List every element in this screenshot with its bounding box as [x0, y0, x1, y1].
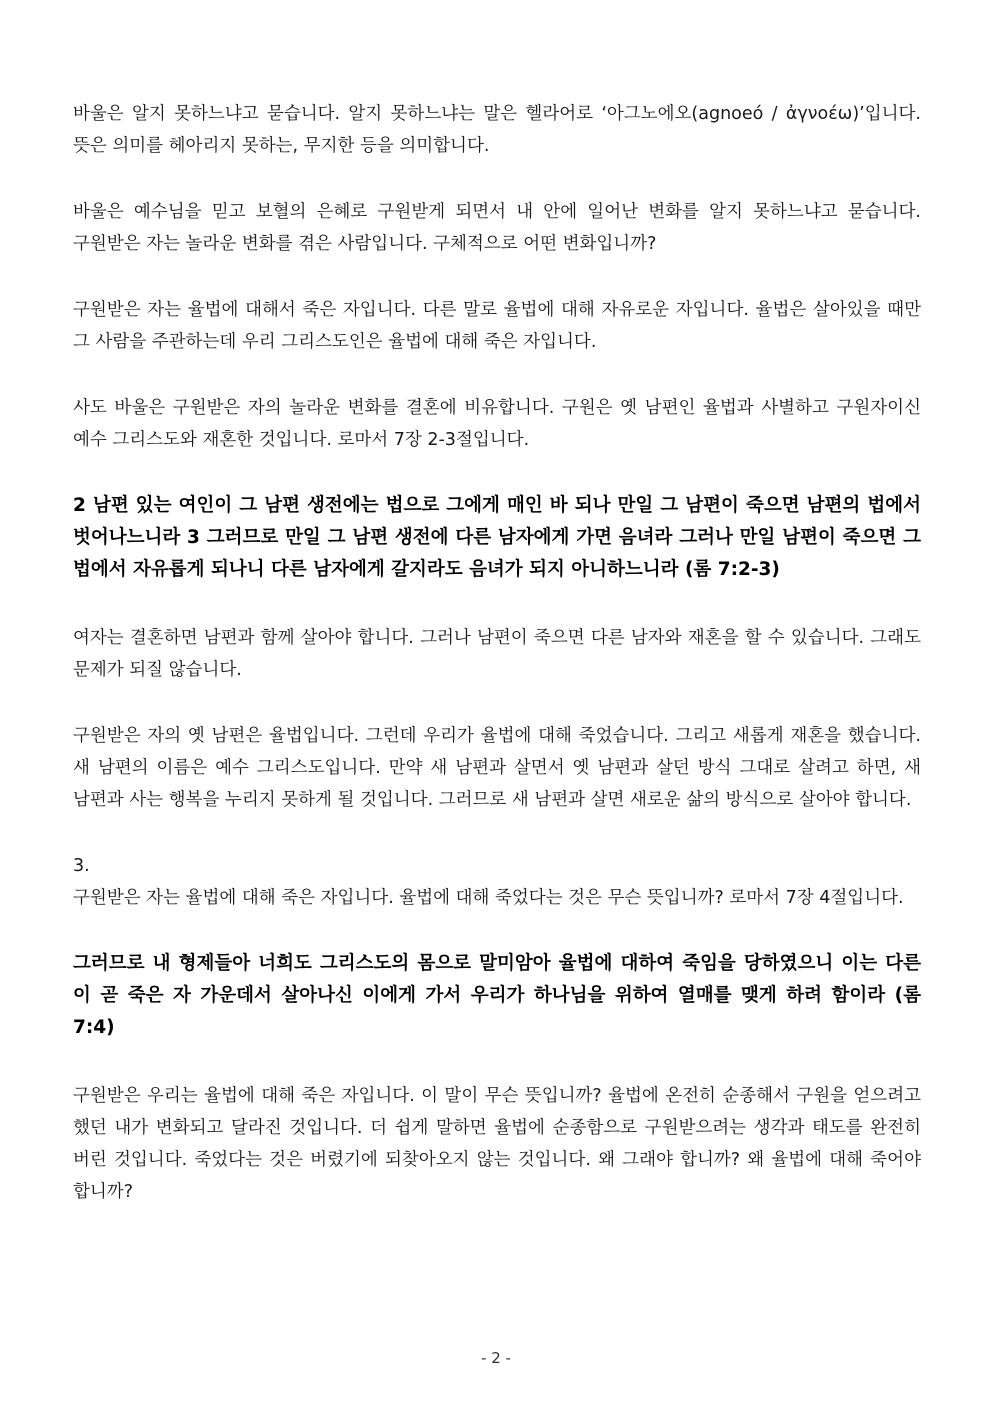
- section-number: 3.: [73, 856, 90, 876]
- paragraph-remarriage: 여자는 결혼하면 남편과 함께 살아야 합니다. 그러나 남편이 죽으면 다른 남자와 재혼을 할 수 있습니다. 그래도 문제가 되질 않습니다.: [73, 628, 921, 680]
- paragraph-change: 바울은 예수님을 믿고 보혈의 은혜로 구원받게 되면서 내 안에 일어난 변화를 알지 못하느냐고 묻습니다. 구원받은 자는 놀라운 변화를 겪은 사람입니다. 구체적으로 어떤 변화입니까?: [73, 202, 921, 254]
- section-3-text: 구원받은 자는 율법에 대해 죽은 자입니다. 율법에 대해 죽었다는 것은 무슨 뜻입니까? 로마서 7장 4절입니다.: [73, 888, 904, 908]
- page-number: - 2 -: [481, 1349, 511, 1367]
- document-body: [73, 98, 921, 1242]
- paragraph-new-husband: 구원받은 자의 옛 남편은 율법입니다. 그런데 우리가 율법에 대해 죽었습니다. 그리고 새롭게 재혼을 했습니다. 새 남편의 이름은 예수 그리스도입니다. 만약 새 남편과 살면서 옛 남편과 살던 방식 그대로 살려고 하면, 새 남편과 사는 행복을 누리지 못하게 될 것입니다. 그러므로 새 남편과 살면 새로운 삶의 방식으로 살아야 합니다.: [73, 726, 921, 810]
- verse-romans-7-4: 그러므로 내 형제들아 너희도 그리스도의 몸으로 말미암아 율법에 대하여 죽임을 당하였으니 이는 다른 이 곧 죽은 자 가운데서 살아나신 이에게 가서 우리가 하나님을 위하여 열매를 맺게 하려 함이라 (롬 7:4): [73, 953, 921, 1038]
- paragraph-dead-to-law: 구원받은 자는 율법에 대해서 죽은 자입니다. 다른 말로 율법에 대해 자유로운 자입니다. 율법은 살아있을 때만 그 사람을 주관하는데 우리 그리스도인은 율법에 대해 죽은 자입니다.: [73, 300, 921, 352]
- paragraph-closing: 구원받은 우리는 율법에 대해 죽은 자입니다. 이 말이 무슨 뜻입니까? 율법에 온전히 순종해서 구원을 얻으려고 했던 내가 변화되고 달라진 것입니다. 더 쉽게 말하면 율법에 순종함으로 구원받으려는 생각과 태도를 완전히 버린 것입니다. 죽었다는 것은 버렸기에 되찾아오지 않는 것입니다. 왜 그래야 합니까? 왜 율법에 대해 죽어야 합니까?: [73, 1086, 921, 1202]
- paragraph-marriage-analogy: 사도 바울은 구원받은 자의 놀라운 변화를 결혼에 비유합니다. 구원은 옛 남편인 율법과 사별하고 구원자이신 예수 그리스도와 재혼한 것입니다. 로마서 7장 2-3절입니다.: [73, 398, 921, 450]
- paragraph-agnoeo: 바울은 알지 못하느냐고 묻습니다. 알지 못하느냐는 말은 헬라어로 ‘아그노에오(agnoeó / ἀγνοέω)’입니다. 뜻은 의미를 헤아리지 못하는, 무지한 등을 의미합니다.: [73, 104, 921, 156]
- verse-romans-7-2-3: 2 남편 있는 여인이 그 남편 생전에는 법으로 그에게 매인 바 되나 만일 그 남편이 죽으면 남편의 법에서 벗어나느니라 3 그러므로 만일 그 남편 생전에 다른 남자에게 가면 음녀라 그러나 만일 남편이 죽으면 그 법에서 자유롭게 되나니 다른 남자에게 갈지라도 음녀가 되지 아니하느니라 (롬 7:2-3): [73, 495, 921, 580]
- section-3: [73, 850, 921, 914]
